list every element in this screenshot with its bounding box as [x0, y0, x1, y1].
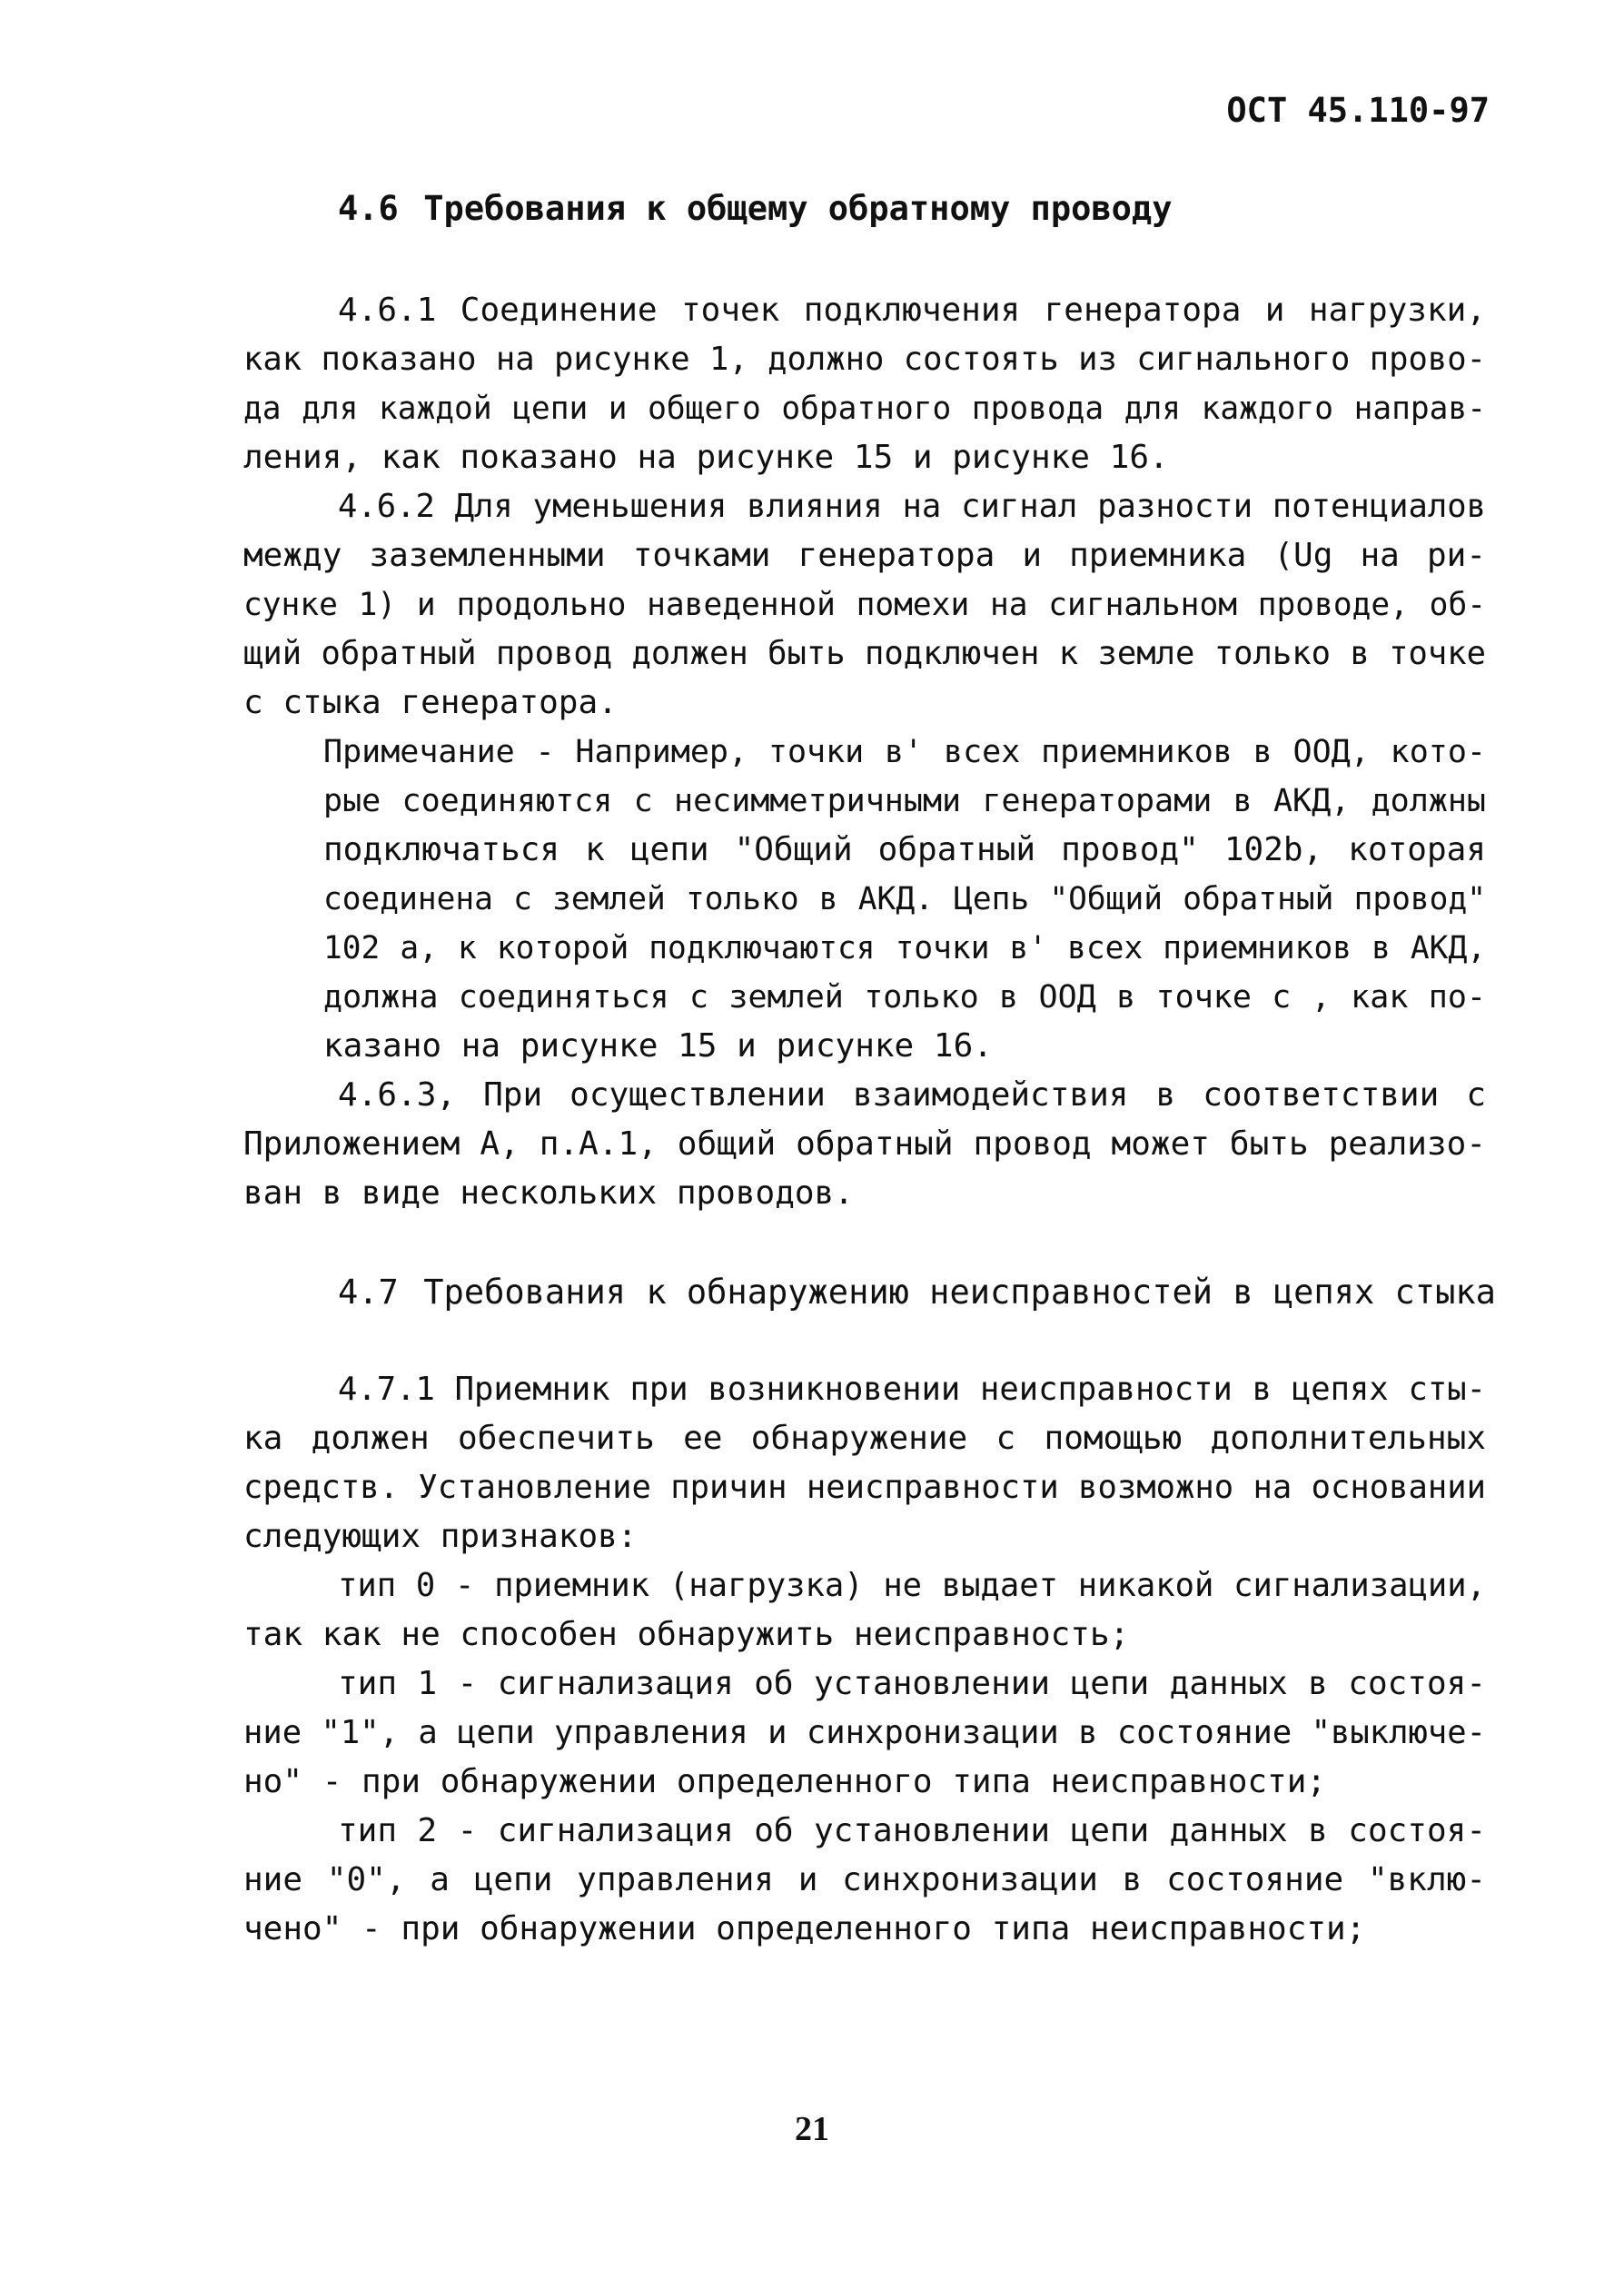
- paragraph-line: Приложением А, п.А.1, общий обратный провод может быть реализо-: [243, 1125, 1486, 1163]
- paragraph-line: 4.6.3, При осуществлении взаимодействия в соответствии с: [338, 1076, 1486, 1114]
- paragraph-line: между заземленными точками генератора и приемника (Ug на ри-: [243, 537, 1486, 574]
- note-line: 102 а, к которой подключаются точки в' всех приемников в АКД,: [323, 930, 1486, 966]
- paragraph-line: ние "0", а цепи управления и синхронизации в состояние "вклю-: [243, 1861, 1486, 1898]
- section-4-7-heading: [338, 1273, 1496, 1312]
- note-line: Примечание - Например, точки в' всех приемников в ООД, кото-: [323, 734, 1486, 770]
- paragraph-line: тип 1 - сигнализация об установлении цепи данных в состоя-: [338, 1665, 1486, 1702]
- paragraph-line: тип 2 - сигнализация об установлении цепи данных в состоя-: [338, 1812, 1486, 1849]
- paragraph-line: 4.6.1 Соединение точек подключения генератора и нагрузки,: [338, 292, 1486, 329]
- paragraph-line: сунке 1) и продольно наведенной помехи на сигнальном проводе, об-: [243, 587, 1486, 623]
- paragraph-line: ка должен обеспечить ее обнаружение с помощью дополнительных: [243, 1420, 1486, 1457]
- paragraph-line: следующих признаков:: [243, 1518, 638, 1555]
- note-line: соединена с землей только в АКД. Цепь "Общий обратный провод": [323, 881, 1486, 917]
- paragraph-line: 4.6.2 Для уменьшения влияния на сигнал разности потенциалов: [338, 488, 1486, 525]
- note-line: должна соединяться с землей только в ООД в точке с , как по-: [323, 979, 1486, 1016]
- paragraph-line: ван в виде нескольких проводов.: [243, 1174, 854, 1212]
- paragraph-line: чено" - при обнаружении определенного типа неисправности;: [243, 1910, 1366, 1947]
- note-line: рые соединяются с несимметричными генераторами в АКД, должны: [323, 783, 1486, 819]
- section-4-7-title: Требования к обнаружению неисправностей в цепях стыка: [423, 1273, 1496, 1312]
- paragraph-line: с стыка генератора.: [243, 684, 618, 721]
- paragraph-line: да для каждой цепи и общего обратного провода для каждого направ-: [243, 391, 1486, 427]
- document-code: ОСТ 45.110-97: [1226, 91, 1490, 130]
- paragraph-line: щий обратный провод должен быть подключен к земле только в точке: [243, 635, 1486, 672]
- paragraph-line: 4.7.1 Приемник при возникновении неисправности в цепях сты-: [338, 1371, 1486, 1408]
- section-4-6-heading: [338, 189, 1173, 228]
- paragraph-line: ления, как показано на рисунке 15 и рисунке 16.: [243, 439, 1169, 476]
- paragraph-line: как показано на рисунке 1, должно состоять из сигнального прово-: [243, 341, 1486, 378]
- paragraph-line: так как не способен обнаружить неисправность;: [243, 1616, 1130, 1653]
- paragraph-line: тип 0 - приемник (нагрузка) не выдает никакой сигнализации,: [338, 1567, 1486, 1604]
- paragraph-line: ние "1", а цепи управления и синхронизации в состояние "выключе-: [243, 1714, 1486, 1751]
- page-number: 21: [795, 2110, 829, 2148]
- section-4-7-number: 4.7: [338, 1273, 399, 1312]
- section-4-6-title: Требования к общему обратному проводу: [423, 189, 1173, 228]
- paragraph-line: средств. Установление причин неисправности возможно на основании: [243, 1469, 1486, 1506]
- section-4-6-number: 4.6: [338, 189, 399, 228]
- note-line: казано на рисунке 15 и рисунке 16.: [323, 1027, 993, 1065]
- note-line: подключаться к цепи "Общий обратный провод" 102b, которая: [323, 831, 1486, 868]
- paragraph-line: но" - при обнаружении определенного типа неисправности;: [243, 1763, 1327, 1800]
